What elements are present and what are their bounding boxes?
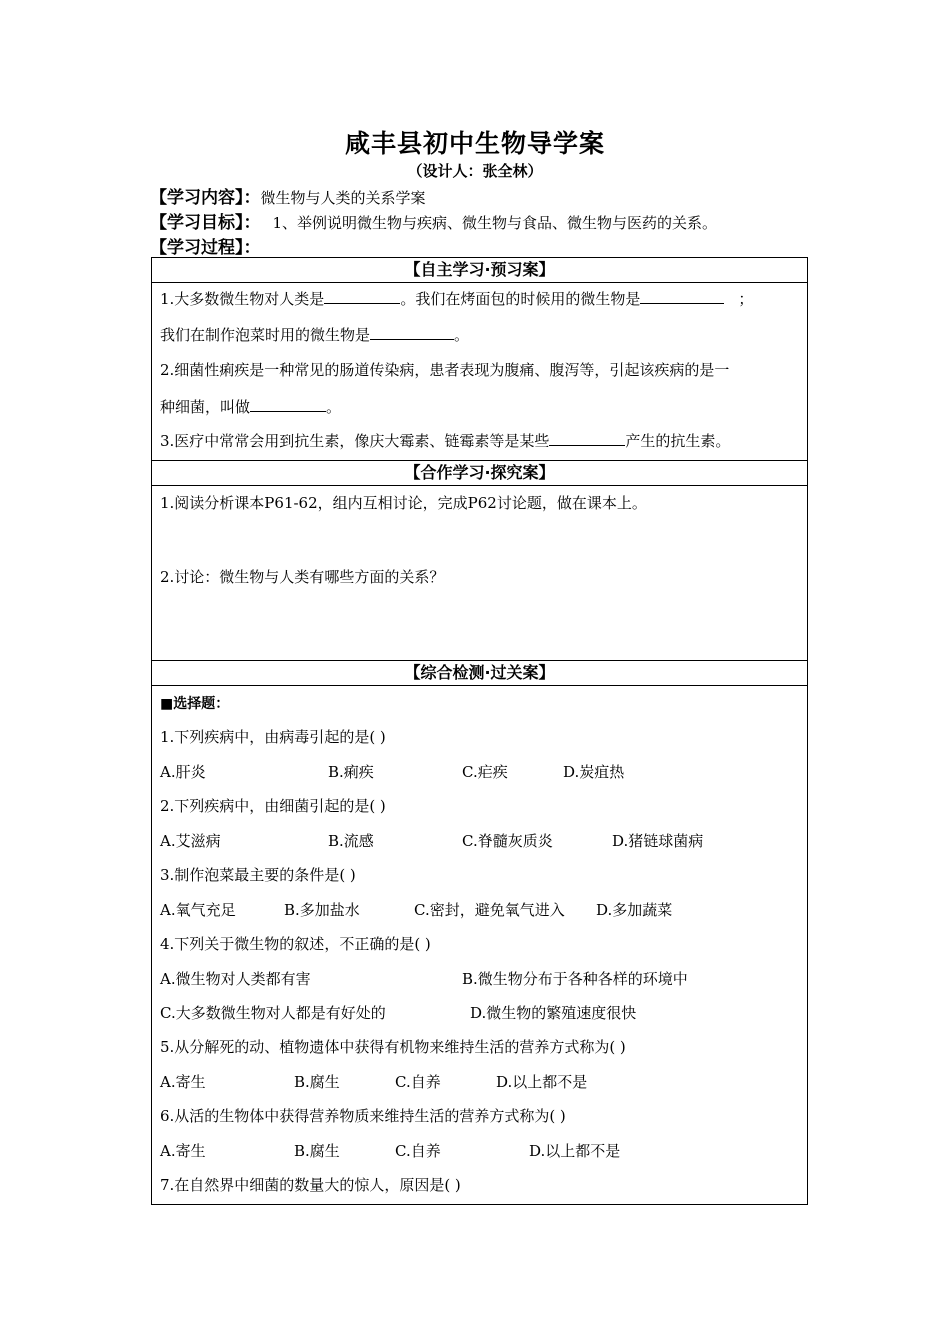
q1-text-e: 。 xyxy=(454,326,470,344)
content-label: 【学习内容】： xyxy=(150,188,261,208)
preview-question-1-cont xyxy=(160,324,469,345)
option-b[interactable]: B.痢疾 xyxy=(328,763,374,781)
option-b[interactable]: B.流感 xyxy=(328,832,374,850)
process-label: 【学习过程】： xyxy=(150,238,261,258)
answer-blank[interactable] xyxy=(324,289,400,304)
preview-question-2-cont xyxy=(160,396,341,417)
test-question-7: 7.在自然界中细菌的数量大的惊人，原因是( ) xyxy=(160,1176,461,1194)
q2-text-c: 。 xyxy=(326,398,342,416)
test-question-6: 6.从活的生物体中获得营养物质来维持生活的营养方式称为( ) xyxy=(160,1107,566,1125)
test-question-3: 3.制作泡菜最主要的条件是( ) xyxy=(160,866,356,884)
preview-question-3 xyxy=(160,430,730,451)
test-heading: 【综合检测·过关案】 xyxy=(151,660,808,686)
multiple-choice-label: ■选择题： xyxy=(160,696,230,712)
learning-content xyxy=(150,183,426,208)
page-title: 咸丰县初中生物导学案 xyxy=(344,129,605,158)
test-question-1: 1.下列疾病中，由病毒引起的是( ) xyxy=(160,728,386,746)
option-c[interactable]: C.脊髓灰质炎 xyxy=(462,832,553,850)
option-d[interactable]: D.以上都不是 xyxy=(496,1073,588,1091)
option-d[interactable]: D.多加蔬菜 xyxy=(596,901,673,919)
option-a[interactable]: A.寄生 xyxy=(160,1073,206,1091)
option-a[interactable]: A.微生物对人类都有害 xyxy=(160,970,311,988)
q2-text-a: 2.细菌性痢疾是一种常见的肠道传染病，患者表现为腹痛、腹泻等，引起该疾病的是一 xyxy=(160,361,730,379)
q1-text-b: 。我们在烤面包的时候用的微生物是 xyxy=(400,290,641,308)
option-c[interactable]: C.自养 xyxy=(395,1073,441,1091)
goal-value: 1、举例说明微生物与疾病、微生物与食品、微生物与医药的关系。 xyxy=(272,214,718,232)
learning-process xyxy=(150,233,261,258)
option-b[interactable]: B.多加盐水 xyxy=(284,901,360,919)
q3-text-a: 3.医疗中常常会用到抗生素，像庆大霉素、链霉素等是某些 xyxy=(160,432,550,450)
option-c[interactable]: C.大多数微生物对人都是有好处的 xyxy=(160,1004,386,1022)
option-d[interactable]: D.以上都不是 xyxy=(529,1142,621,1160)
answer-blank[interactable] xyxy=(640,289,724,304)
explore-heading: 【合作学习·探究案】 xyxy=(151,460,808,486)
option-a[interactable]: A.寄生 xyxy=(160,1142,206,1160)
option-c[interactable]: C.疟疾 xyxy=(462,763,508,781)
content-value: 微生物与人类的关系学案 xyxy=(260,189,426,207)
preview-question-1 xyxy=(160,288,753,309)
test-question-4: 4.下列关于微生物的叙述，不正确的是( ) xyxy=(160,935,431,953)
option-a[interactable]: A.肝炎 xyxy=(160,763,206,781)
test-question-2: 2.下列疾病中，由细菌引起的是( ) xyxy=(160,797,386,815)
option-c[interactable]: C.密封，避免氧气进入 xyxy=(414,901,565,919)
answer-blank[interactable] xyxy=(549,431,625,446)
answer-blank[interactable] xyxy=(370,325,454,340)
option-a[interactable]: A.艾滋病 xyxy=(160,832,221,850)
preview-heading: 【自主学习·预习案】 xyxy=(151,257,808,283)
option-b[interactable]: B.腐生 xyxy=(294,1073,340,1091)
q1-text-d: 我们在制作泡菜时用的微生物是 xyxy=(160,326,371,344)
option-b[interactable]: B.腐生 xyxy=(294,1142,340,1160)
option-b[interactable]: B.微生物分布于各种各样的环境中 xyxy=(462,970,688,988)
option-a[interactable]: A.氧气充足 xyxy=(160,901,236,919)
option-c[interactable]: C.自养 xyxy=(395,1142,441,1160)
q1-text-a: 1.大多数微生物对人类是 xyxy=(160,290,325,308)
option-d[interactable]: D.炭疽热 xyxy=(563,763,625,781)
q1-text-c: ； xyxy=(738,290,754,308)
preview-question-2 xyxy=(160,359,729,380)
q2-text-b: 种细菌，叫做 xyxy=(160,398,251,416)
explore-question-1: 1.阅读分析课本P61-62，组内互相讨论，完成P62讨论题，做在课本上。 xyxy=(160,494,647,512)
answer-blank[interactable] xyxy=(250,397,326,412)
option-d[interactable]: D.猪链球菌病 xyxy=(612,832,704,850)
explore-question-2: 2.讨论：微生物与人类有哪些方面的关系？ xyxy=(160,568,445,586)
learning-goal xyxy=(150,208,717,233)
designer-credit: （设计人：张全林） xyxy=(407,162,543,180)
goal-label: 【学习目标】： xyxy=(150,213,261,233)
option-d[interactable]: D.微生物的繁殖速度很快 xyxy=(470,1004,637,1022)
test-question-5: 5.从分解死的动、植物遗体中获得有机物来维持生活的营养方式称为( ) xyxy=(160,1038,626,1056)
q3-text-b: 产生的抗生素。 xyxy=(625,432,731,450)
